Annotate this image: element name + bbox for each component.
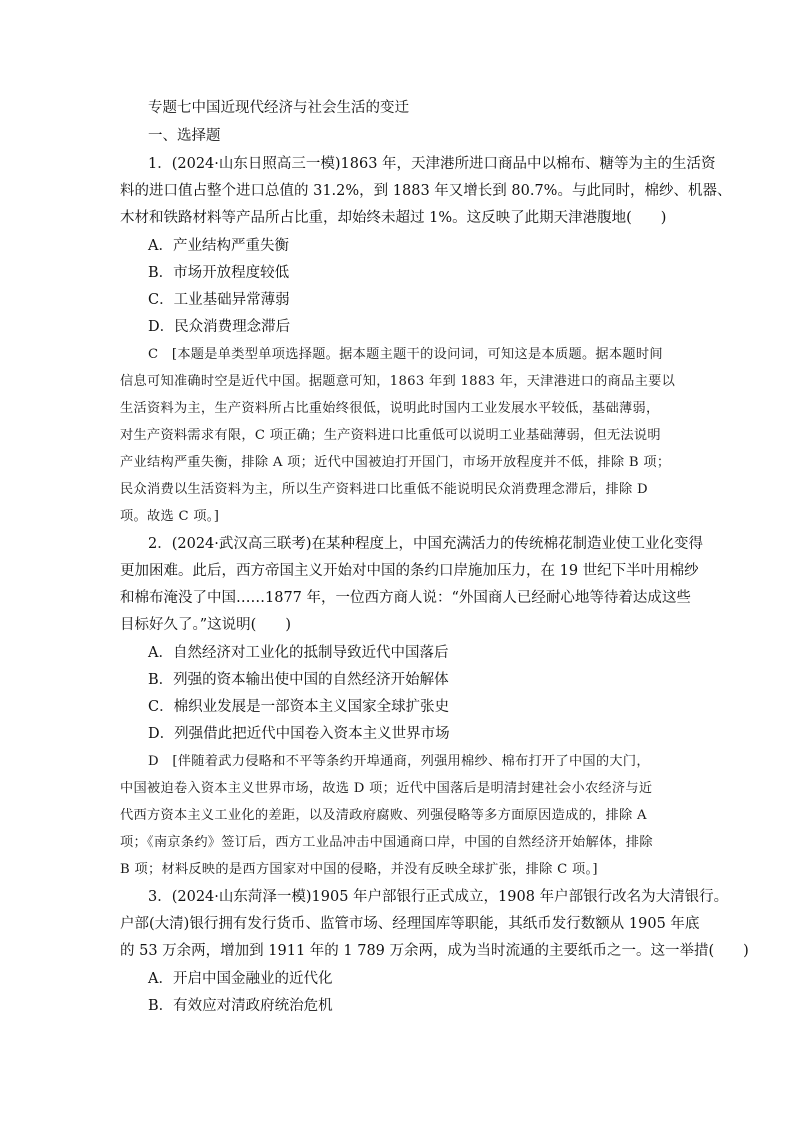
option-a: A．产业结构严重失衡 <box>148 238 289 254</box>
option-a: A．开启中国金融业的近代化 <box>148 971 333 987</box>
question-stem-line: 3．(2024·山东菏泽一模)1905 年户部银行正式成立，1908 年户部银行改名为大清银行。 <box>148 889 729 905</box>
option-a: A．自然经济对工业化的抵制导致近代中国落后 <box>148 645 449 661</box>
answer-line: 民众消费以生活资料为主，所以生产资料进口比重低不能说明民众消费理念滞后，排除 D <box>120 482 648 497</box>
answer-line: 产业结构严重失衡，排除 A 项；近代中国被迫打开国门，市场开放程度并不低，排除 B 项； <box>120 455 671 470</box>
answer-line: 项。故选 C 项。] <box>120 509 220 524</box>
question-stem-line: 木材和铁路材料等产品所占比重，却始终未超过 1%。这反映了此期天津港腹地( ) <box>120 210 667 226</box>
option-b: B．有效应对清政府统治危机 <box>148 998 333 1014</box>
question-stem-line: 2．(2024·武汉高三联考)在某种程度上，中国充满活力的传统棉花制造业使工业化变得 <box>148 536 704 552</box>
option-d: D．列强借此把近代中国卷入资本主义世界市场 <box>148 726 450 742</box>
option-b: B．市场开放程度较低 <box>148 265 290 281</box>
question-stem-line: 户部(大清)银行拥有发行货币、监管市场、经理国库等职能，其纸币发行数额从 1905 年底 <box>120 916 700 932</box>
page-title: 专题七中国近现代经济与社会生活的变迁 <box>148 100 409 116</box>
option-d: D．民众消费理念滞后 <box>148 319 291 335</box>
answer-line: 信息可知准确时空是近代中国。据题意可知，1863 年到 1883 年，天津港进口的商品主要以 <box>120 374 676 389</box>
answer-line: 生活资料为主，生产资料所占比重始终很低，说明此时国内工业发展水平较低，基础薄弱， <box>120 401 660 416</box>
question-stem-line: 1．(2024·山东日照高三一模)1863 年，天津港所进口商品中以棉布、糖等为主的生活资 <box>148 156 716 172</box>
answer-line: 项；《南京条约》签订后，西方工业品冲击中国通商口岸，中国的自然经济开始解体，排除 <box>120 835 653 850</box>
answer-line: 对生产资料需求有限，C 项正确；生产资料进口比重低可以说明工业基础薄弱，但无法说明 <box>120 428 661 443</box>
question-stem-line: 更加困难。此后，西方帝国主义开始对中国的条约口岸施加压力，在 19 世纪下半叶用棉纱 <box>120 563 699 579</box>
question-stem-line: 的 53 万余两，增加到 1911 年的 1 789 万余两，成为当时流通的主要纸币之一。这一举措( ) <box>120 943 749 959</box>
option-c: C．工业基础异常薄弱 <box>148 292 290 308</box>
answer-line: D [伴随着武力侵略和不平等条约开埠通商，列强用棉纱、棉布打开了中国的大门， <box>148 754 650 769</box>
section-heading: 一、选择题 <box>148 128 221 144</box>
question-stem-line: 料的进口值占整个进口总值的 31.2%，到 1883 年又增长到 80.7%。与此同时，棉纱、机器、 <box>120 183 732 199</box>
option-c: C．棉织业发展是一部资本主义国家全球扩张史 <box>148 699 450 715</box>
question-stem-line: 和棉布淹没了中国……1877 年，一位西方商人说：“外国商人已经耐心地等待着达成这些 <box>120 590 691 606</box>
answer-line: B 项；材料反映的是西方国家对中国的侵略，并没有反映全球扩张，排除 C 项。] <box>120 862 598 877</box>
option-b: B．列强的资本输出使中国的自然经济开始解体 <box>148 672 449 688</box>
answer-line: C [本题是单类型单项选择题。据本题主题干的设问词，可知这是本质题。据本题时间 <box>148 347 663 362</box>
answer-line: 代西方资本主义工业化的差距，以及清政府腐败、列强侵略等多方面原因造成的，排除 A <box>120 808 647 823</box>
answer-line: 中国被迫卷入资本主义世界市场，故选 D 项；近代中国落后是明清封建社会小农经济与近 <box>120 781 653 796</box>
question-stem-line: 目标好久了。”这说明( ) <box>120 617 291 633</box>
